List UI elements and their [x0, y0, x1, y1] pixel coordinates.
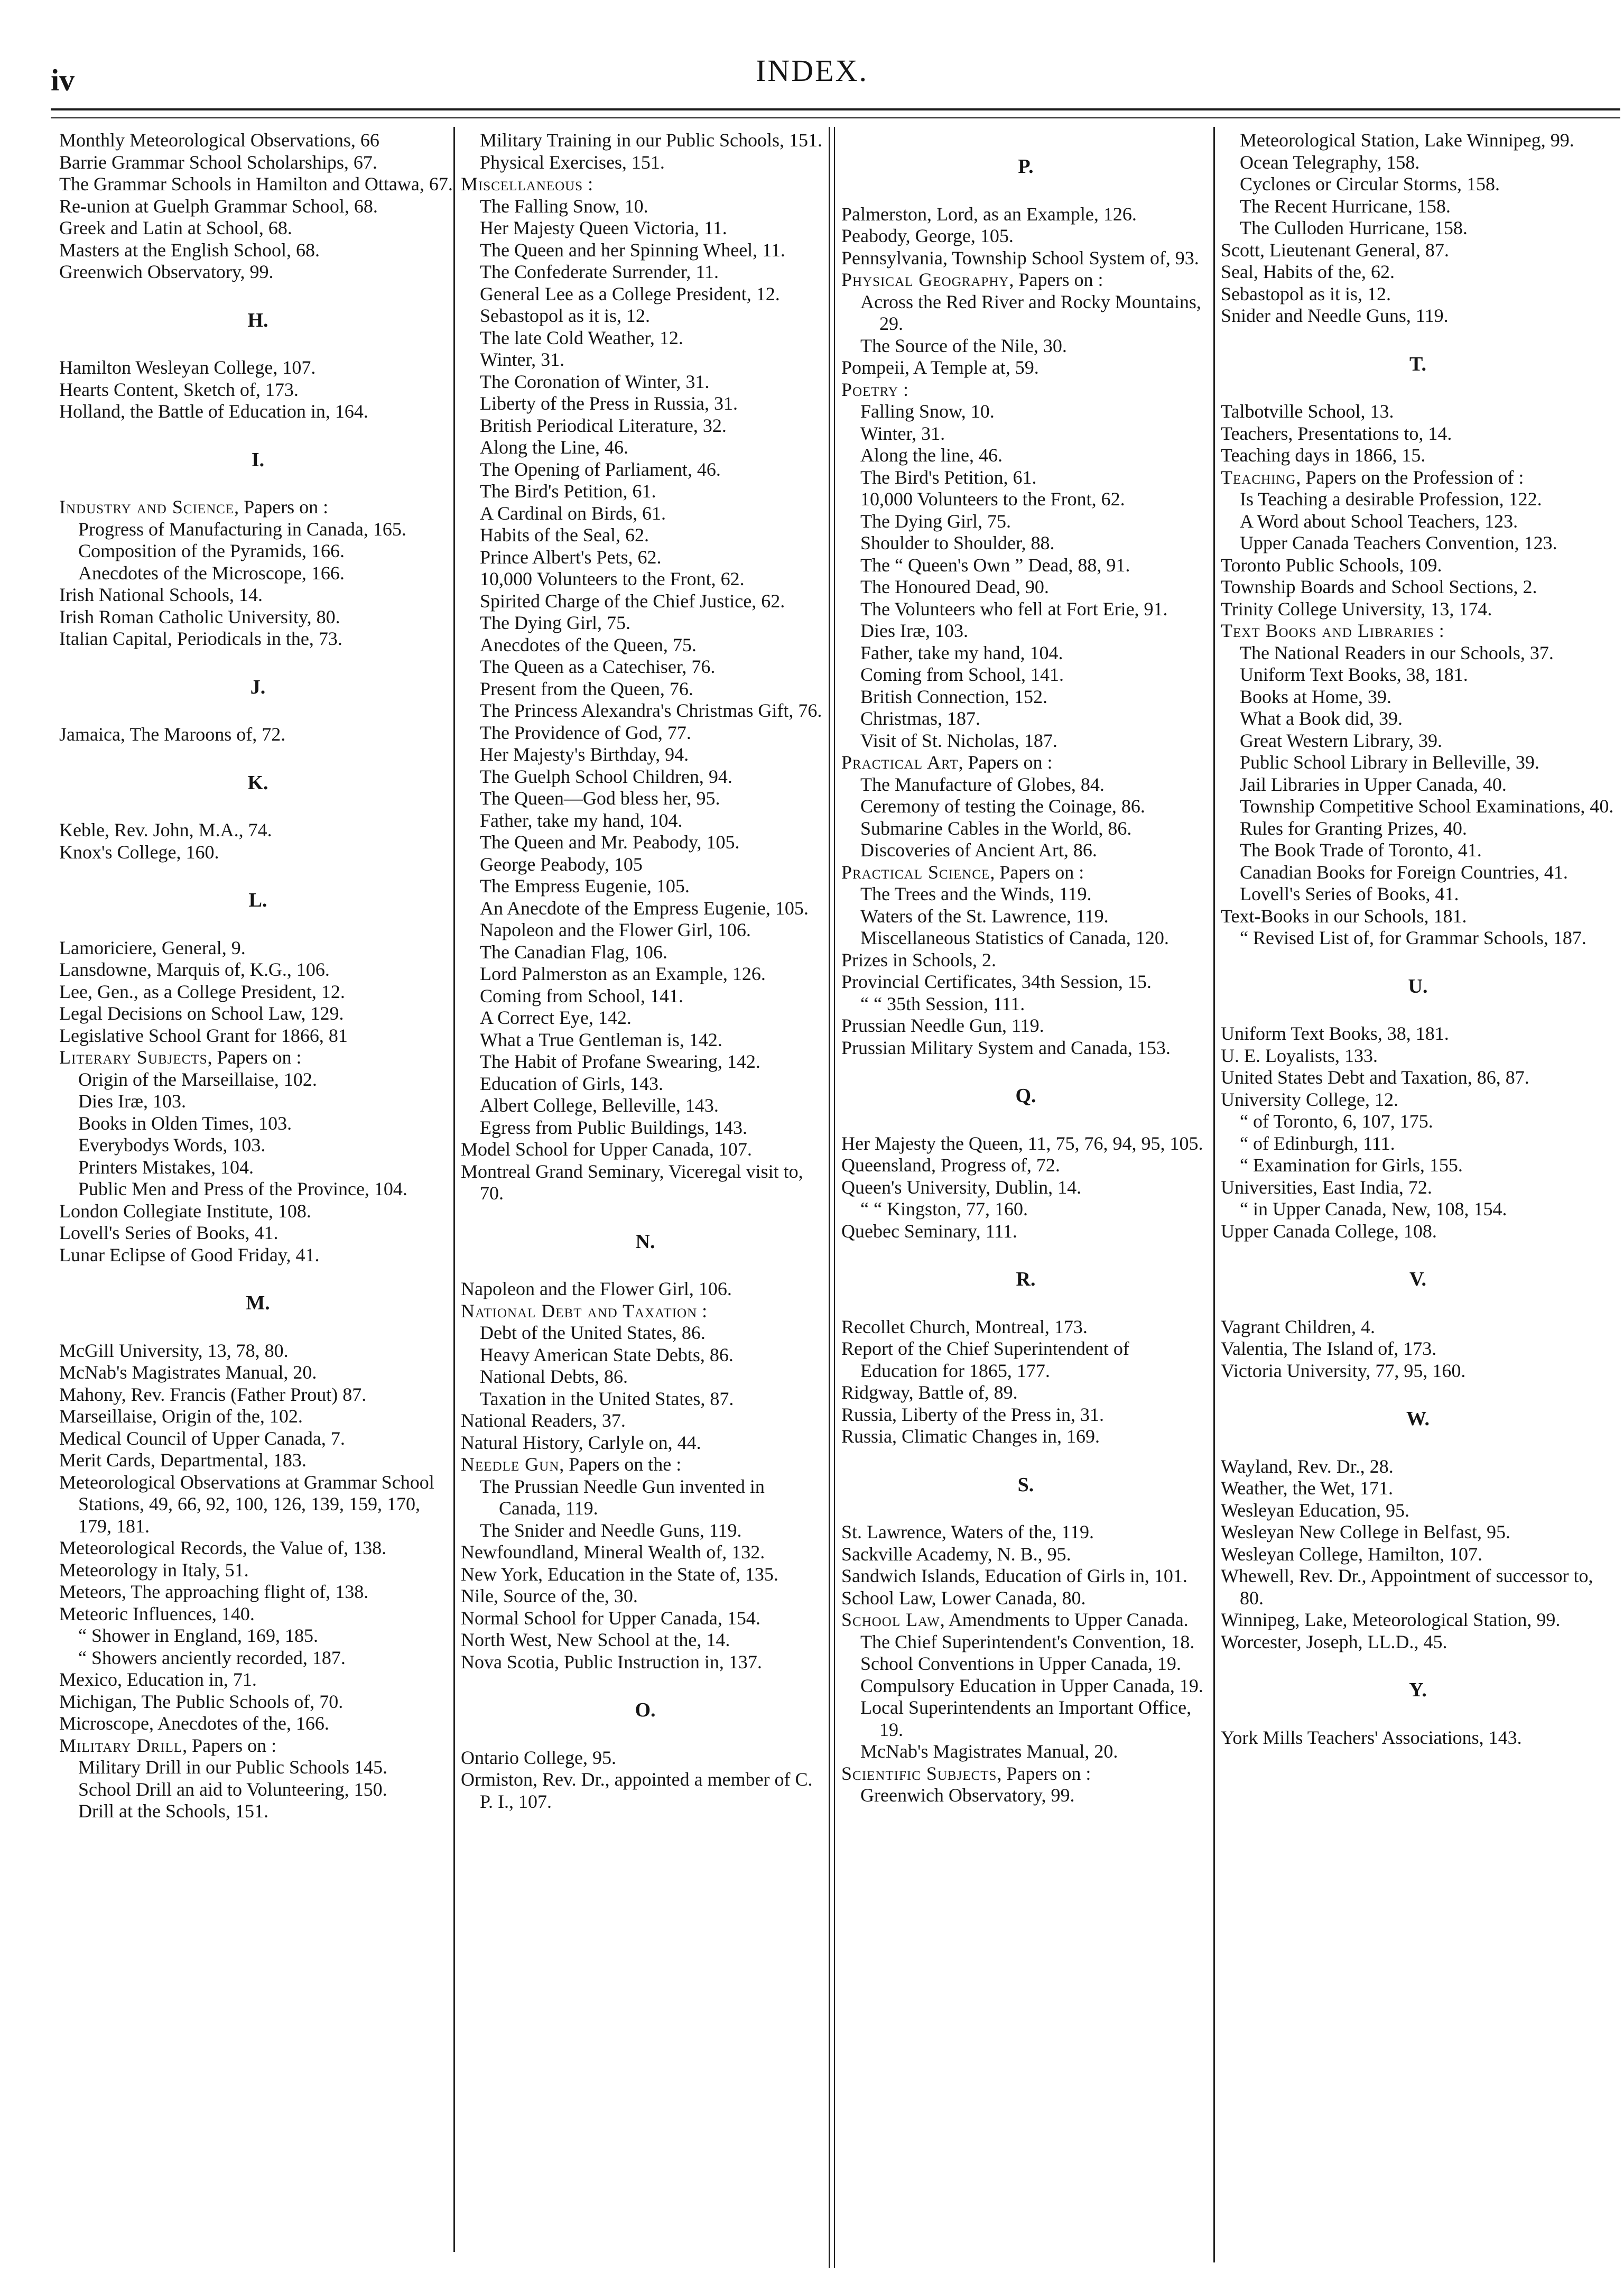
index-entry: Ceremony of testing the Coinage, 86. — [860, 796, 1145, 817]
index-entry: Local Superintendents an Important Office, 19. — [860, 1697, 1192, 1740]
index-entry: The Chief Superintendent's Convention, 18. — [860, 1631, 1195, 1652]
index-entry: Hamilton Wesleyan College, 107. — [59, 357, 316, 378]
index-entry: Township Boards and School Sections, 2. — [1221, 576, 1537, 597]
index-entry: Toronto Public Schools, 109. — [1221, 554, 1442, 576]
index-entry: Taxation in the United States, 87. — [480, 1388, 734, 1409]
index-column-3 — [841, 130, 1210, 2276]
index-entry: Shoulder to Shoulder, 88. — [860, 532, 1055, 553]
index-entry: Wesleyan New College in Belfast, 95. — [1221, 1521, 1510, 1542]
index-heading-rest: , Papers on : — [997, 1762, 1091, 1784]
index-entry: Sebastopol as it is, 12. — [1221, 283, 1391, 304]
index-entry: U. E. Loyalists, 133. — [1221, 1045, 1378, 1066]
index-entry: Everybodys Words, 103. — [78, 1134, 266, 1156]
index-heading-caps: Industry and Science — [59, 496, 235, 518]
index-heading-rest: , Papers on : — [234, 496, 329, 518]
index-entry: “ Shower in England, 169, 185. — [78, 1625, 318, 1646]
index-entry: The Providence of God, 77. — [480, 722, 691, 743]
index-entry: Model School for Upper Canada, 107. — [461, 1139, 752, 1160]
index-entry: The Queen—God bless her, 95. — [480, 788, 720, 809]
section-letter: N. — [635, 1230, 655, 1253]
index-entry: The Bird's Petition, 61. — [480, 481, 656, 502]
index-heading-caps: Practical Art — [841, 752, 959, 773]
index-heading-caps: Text Books and Libraries — [1221, 620, 1434, 641]
index-entry: Lamoriciere, General, 9. — [59, 937, 246, 958]
index-entry: Public Men and Press of the Province, 104. — [78, 1178, 407, 1199]
index-entry: “ Revised List of, for Grammar Schools, 187. — [1240, 927, 1586, 948]
index-entry: The Dying Girl, 75. — [480, 612, 630, 633]
index-heading — [841, 1763, 1210, 1785]
index-entry: A Cardinal on Birds, 61. — [480, 502, 666, 524]
index-entry: The Bird's Petition, 61. — [860, 466, 1037, 488]
index-entry: Sandwich Islands, Education of Girls in, 101. — [841, 1565, 1187, 1586]
index-entry: The Source of the Nile, 30. — [860, 335, 1067, 356]
index-entry: Nile, Source of the, 30. — [461, 1585, 638, 1606]
index-entry: Visit of St. Nicholas, 187. — [860, 729, 1057, 751]
index-entry: The Queen as a Catechiser, 76. — [480, 656, 716, 677]
index-entry: Palmerston, Lord, as an Example, 126. — [841, 203, 1137, 225]
index-entry: The Snider and Needle Guns, 119. — [480, 1519, 742, 1541]
index-entry: Prussian Military System and Canada, 153. — [841, 1037, 1171, 1058]
index-entry: Present from the Queen, 76. — [480, 678, 693, 699]
index-entry: The Queen and her Spinning Wheel, 11. — [480, 239, 785, 261]
index-entry: Prizes in Schools, 2. — [841, 949, 996, 971]
index-entry: Dies Iræ, 103. — [860, 620, 968, 641]
index-entry: Compulsory Education in Upper Canada, 19. — [860, 1675, 1203, 1696]
section-letter: T. — [1409, 353, 1427, 375]
index-entry: Wesleyan Education, 95. — [1221, 1499, 1409, 1521]
index-heading-rest: , Papers on : — [958, 752, 1053, 773]
index-entry: Keble, Rev. John, M.A., 74. — [59, 819, 272, 840]
column-divider-double-right — [834, 127, 835, 2268]
index-entry: Uniform Text Books, 38, 181. — [1240, 664, 1468, 685]
section-letter: L. — [248, 889, 267, 911]
index-entry: 10,000 Volunteers to the Front, 62. — [480, 568, 745, 589]
index-entry: Montreal Grand Seminary, Viceregal visit to, 70. — [461, 1160, 803, 1204]
index-heading-caps: School Law — [841, 1609, 940, 1630]
index-entry: Printers Mistakes, 104. — [78, 1156, 254, 1178]
index-entry: The Canadian Flag, 106. — [480, 941, 667, 963]
index-entry: Napoleon and the Flower Girl, 106. — [480, 919, 751, 940]
index-entry: Lord Palmerston as an Example, 126. — [480, 963, 766, 984]
index-entry: Masters at the English School, 68. — [59, 239, 320, 261]
index-entry: Winnipeg, Lake, Meteorological Station, 99. — [1221, 1609, 1561, 1630]
index-entry: Mexico, Education in, 71. — [59, 1669, 257, 1690]
index-entry: “ of Toronto, 6, 107, 175. — [1240, 1111, 1433, 1132]
index-entry: Drill at the Schools, 151. — [78, 1800, 268, 1822]
index-entry: Meteorological Station, Lake Winnipeg, 99. — [1240, 130, 1574, 151]
index-entry: 10,000 Volunteers to the Front, 62. — [860, 488, 1125, 510]
index-entry: Teachers, Presentations to, 14. — [1221, 422, 1452, 444]
index-entry: Sackville Academy, N. B., 95. — [841, 1543, 1071, 1565]
index-entry: Trinity College University, 13, 174. — [1221, 598, 1492, 620]
index-heading-caps: Poetry — [841, 378, 898, 400]
index-entry: Progress of Manufacturing in Canada, 165. — [78, 518, 406, 540]
header-rule-thin — [51, 117, 1620, 118]
index-entry: North West, New School at the, 14. — [461, 1629, 730, 1650]
index-entry: Valentia, The Island of, 173. — [1221, 1338, 1437, 1359]
index-entry: Father, take my hand, 104. — [480, 809, 683, 831]
section-letter: W. — [1406, 1408, 1430, 1430]
index-entry: Public School Library in Belleville, 39. — [1240, 752, 1539, 773]
index-entry: Greek and Latin at School, 68. — [59, 217, 292, 238]
section-letter: H. — [247, 309, 268, 331]
index-entry: “ Showers anciently recorded, 187. — [78, 1647, 346, 1668]
index-entry: Education of Girls, 143. — [480, 1073, 663, 1094]
index-entry: What a Book did, 39. — [1240, 708, 1403, 729]
index-entry: Russia, Climatic Changes in, 169. — [841, 1426, 1100, 1447]
index-entry: Military Drill in our Public Schools 145. — [78, 1757, 387, 1778]
index-entry: Ontario College, 95. — [461, 1747, 616, 1768]
index-entry: Great Western Library, 39. — [1240, 729, 1442, 751]
index-entry: Ormiston, Rev. Dr., appointed a member of C. P. I., 107. — [461, 1769, 813, 1812]
index-entry: Cyclones or Circular Storms, 158. — [1240, 173, 1500, 195]
index-entry: Physical Exercises, 151. — [480, 151, 665, 173]
index-entry: The Recent Hurricane, 158. — [1240, 195, 1451, 217]
index-heading-caps: Literary Subjects — [59, 1047, 208, 1068]
index-entry: Seal, Habits of the, 62. — [1221, 261, 1395, 282]
index-entry: British Periodical Literature, 32. — [480, 414, 727, 436]
index-entry: Holland, the Battle of Education in, 164. — [59, 401, 368, 422]
index-entry: University College, 12. — [1221, 1088, 1398, 1110]
index-entry: Albert College, Belleville, 143. — [480, 1095, 719, 1116]
index-entry: The Coronation of Winter, 31. — [480, 371, 710, 392]
section-letter: V. — [1409, 1268, 1427, 1290]
index-entry: Township Competitive School Examinations, 40. — [1240, 796, 1614, 817]
index-entry: New York, Education in the State of, 135. — [461, 1563, 778, 1585]
index-entry: Waters of the St. Lawrence, 119. — [860, 905, 1109, 927]
index-entry: Lansdowne, Marquis of, K.G., 106. — [59, 959, 330, 980]
index-entry: United States Debt and Taxation, 86, 87. — [1221, 1067, 1529, 1088]
index-entry: Nova Scotia, Public Instruction in, 137. — [461, 1651, 762, 1673]
index-entry: Medical Council of Upper Canada, 7. — [59, 1427, 345, 1449]
index-entry: Scott, Lieutenant General, 87. — [1221, 239, 1449, 261]
page-title: INDEX. — [756, 53, 868, 88]
index-entry: Anecdotes of the Queen, 75. — [480, 634, 697, 655]
index-entry: Dies Iræ, 103. — [78, 1091, 186, 1112]
index-entry: Universities, East India, 72. — [1221, 1176, 1432, 1198]
index-entry: The Volunteers who fell at Fort Erie, 91. — [860, 598, 1168, 620]
section-letter: P. — [1018, 155, 1034, 178]
index-column-4 — [1221, 130, 1615, 2276]
index-entry: The Prussian Needle Gun invented in Canada, 119. — [480, 1475, 765, 1519]
index-entry: School Drill an aid to Volunteering, 150. — [78, 1778, 387, 1800]
index-entry: Natural History, Carlyle on, 44. — [461, 1431, 701, 1453]
index-heading — [841, 269, 1210, 291]
index-heading-caps: National Debt and Taxation — [461, 1300, 698, 1322]
index-entry: Coming from School, 141. — [480, 985, 683, 1006]
index-entry: London Collegiate Institute, 108. — [59, 1200, 311, 1222]
index-entry: Text-Books in our Schools, 181. — [1221, 905, 1467, 927]
index-entry: Liberty of the Press in Russia, 31. — [480, 393, 738, 414]
index-heading — [1221, 620, 1615, 642]
index-entry: Queensland, Progress of, 72. — [841, 1154, 1060, 1176]
index-entry: The Habit of Profane Swearing, 142. — [480, 1051, 760, 1072]
index-heading — [841, 752, 1210, 774]
index-heading — [461, 1300, 830, 1323]
index-entry: Books in Olden Times, 103. — [78, 1112, 292, 1134]
page-number: iv — [51, 63, 75, 97]
section-letter: Q. — [1015, 1085, 1036, 1107]
index-entry: Hearts Content, Sketch of, 173. — [59, 378, 299, 400]
index-entry: McNab's Magistrates Manual, 20. — [860, 1741, 1118, 1762]
index-entry: General Lee as a College President, 12. — [480, 283, 780, 304]
index-entry: Mahony, Rev. Francis (Father Prout) 87. — [59, 1383, 367, 1405]
section-letter: M. — [246, 1292, 270, 1314]
index-entry: School Conventions in Upper Canada, 19. — [860, 1653, 1181, 1674]
index-entry: National Debts, 86. — [480, 1366, 628, 1387]
index-entry: Michigan, The Public Schools of, 70. — [59, 1690, 344, 1712]
index-entry: Spirited Charge of the Chief Justice, 62. — [480, 590, 785, 612]
index-entry: The Grammar Schools in Hamilton and Ottawa, 67. — [59, 173, 453, 195]
index-heading-rest: , Papers on the Profession of : — [1296, 466, 1524, 488]
index-entry: Coming from School, 141. — [860, 664, 1064, 685]
index-entry: The Guelph School Children, 94. — [480, 765, 732, 787]
index-entry: Across the Red River and Rocky Mountains, 29. — [860, 291, 1201, 334]
index-entry: George Peabody, 105 — [480, 853, 643, 875]
index-entry: Winter, 31. — [480, 349, 565, 370]
index-heading-caps: Miscellaneous — [461, 173, 583, 195]
index-entry: A Correct Eye, 142. — [480, 1007, 632, 1028]
index-heading — [59, 1735, 457, 1757]
index-heading-rest: , Papers on : — [990, 861, 1084, 883]
index-entry: Sebastopol as it is, 12. — [480, 305, 650, 326]
section-letter: U. — [1408, 975, 1428, 997]
index-entry: The late Cold Weather, 12. — [480, 327, 683, 348]
index-entry: Italian Capital, Periodicals in the, 73. — [59, 628, 342, 649]
index-entry: Lovell's Series of Books, 41. — [59, 1222, 279, 1243]
index-entry: The National Readers in our Schools, 37. — [1240, 642, 1554, 663]
index-heading-caps: Military Drill — [59, 1734, 183, 1756]
index-entry: “ in Upper Canada, New, 108, 154. — [1240, 1198, 1507, 1220]
section-letter: I. — [251, 448, 265, 471]
index-heading-caps: Practical Science — [841, 861, 990, 883]
index-entry: McNab's Magistrates Manual, 20. — [59, 1362, 317, 1383]
index-entry: Monthly Meteorological Observations, 66 — [59, 130, 379, 151]
index-entry: The Manufacture of Globes, 84. — [860, 773, 1105, 795]
index-entry: Napoleon and the Flower Girl, 106. — [461, 1278, 732, 1299]
index-entry: Microscope, Anecdotes of the, 166. — [59, 1713, 329, 1734]
index-heading — [841, 1609, 1210, 1631]
index-heading-rest: : — [1434, 620, 1444, 641]
index-entry: Irish Roman Catholic University, 80. — [59, 606, 340, 627]
index-entry: Legal Decisions on School Law, 129. — [59, 1003, 344, 1024]
index-entry: Recollet Church, Montreal, 173. — [841, 1316, 1088, 1337]
index-entry: Victoria University, 77, 95, 160. — [1221, 1360, 1466, 1381]
index-entry: The Dying Girl, 75. — [860, 510, 1011, 532]
index-entry: Teaching days in 1866, 15. — [1221, 445, 1426, 466]
index-entry: Debt of the United States, 86. — [480, 1322, 706, 1343]
index-column-1 — [59, 130, 457, 2276]
index-entry: A Word about School Teachers, 123. — [1240, 510, 1518, 532]
section-letter: O. — [635, 1699, 656, 1721]
index-entry: York Mills Teachers' Associations, 143. — [1221, 1726, 1522, 1748]
index-entry: Barrie Grammar School Scholarships, 67. — [59, 151, 377, 173]
index-entry: Lunar Eclipse of Good Friday, 41. — [59, 1244, 320, 1265]
section-letter: K. — [247, 771, 268, 794]
index-entry: Newfoundland, Mineral Wealth of, 132. — [461, 1541, 765, 1563]
index-entry: Whewell, Rev. Dr., Appointment of successor to, 80. — [1221, 1565, 1593, 1609]
index-entry: The Opening of Parliament, 46. — [480, 458, 721, 480]
index-heading-rest: : — [898, 378, 908, 400]
index-entry: Pennsylvania, Township School System of, 93. — [841, 247, 1199, 269]
section-letter: S. — [1017, 1473, 1034, 1496]
index-entry: Prussian Needle Gun, 119. — [841, 1015, 1044, 1036]
index-entry: Marseillaise, Origin of the, 102. — [59, 1406, 303, 1427]
index-entry: Legislative School Grant for 1866, 81 — [59, 1024, 348, 1046]
index-heading-caps: Teaching — [1221, 466, 1296, 488]
index-entry: Worcester, Joseph, LL.D., 45. — [1221, 1631, 1447, 1652]
index-entry: Prince Albert's Pets, 62. — [480, 546, 662, 568]
index-entry: McGill University, 13, 78, 80. — [59, 1340, 289, 1361]
index-entry: Greenwich Observatory, 99. — [59, 261, 274, 282]
index-entry: Miscellaneous Statistics of Canada, 120. — [860, 927, 1169, 948]
index-entry: Normal School for Upper Canada, 154. — [461, 1607, 760, 1629]
index-entry: Anecdotes of the Microscope, 166. — [78, 562, 345, 584]
index-entry: Father, take my hand, 104. — [860, 642, 1063, 663]
index-entry: What a True Gentleman is, 142. — [480, 1029, 722, 1050]
index-entry: Meteoric Influences, 140. — [59, 1603, 255, 1624]
index-entry: Heavy American State Debts, 86. — [480, 1344, 734, 1365]
index-entry: The Empress Eugenie, 105. — [480, 875, 690, 897]
index-entry: Her Majesty the Queen, 11, 75, 76, 94, 95, 105. — [841, 1132, 1203, 1154]
index-entry: The Book Trade of Toronto, 41. — [1240, 839, 1482, 861]
index-entry: British Connection, 152. — [860, 686, 1047, 707]
index-entry: Upper Canada College, 108. — [1221, 1220, 1437, 1242]
index-entry: Pompeii, A Temple at, 59. — [841, 357, 1039, 378]
index-heading — [841, 862, 1210, 884]
index-entry: Military Training in our Public Schools, 151. — [480, 130, 823, 151]
index-entry: “ “ 35th Session, 111. — [860, 993, 1025, 1014]
section-letter: J. — [250, 676, 266, 698]
index-entry: Meteorology in Italy, 51. — [59, 1559, 249, 1581]
index-entry: Origin of the Marseillaise, 102. — [78, 1068, 317, 1090]
index-entry: Books at Home, 39. — [1240, 686, 1391, 707]
header-rule-thick — [51, 108, 1620, 110]
index-entry: Quebec Seminary, 111. — [841, 1220, 1017, 1242]
index-entry: Egress from Public Buildings, 143. — [480, 1116, 747, 1138]
index-heading-rest: , Papers on : — [182, 1734, 277, 1756]
index-entry: Peabody, George, 105. — [841, 225, 1014, 246]
index-entry: Along the line, 46. — [860, 445, 1003, 466]
index-heading — [1221, 467, 1615, 489]
index-heading-caps: Needle Gun — [461, 1454, 560, 1475]
index-entry: Jail Libraries in Upper Canada, 40. — [1240, 773, 1507, 795]
index-heading — [461, 173, 830, 196]
index-entry: Ocean Telegraphy, 158. — [1240, 151, 1420, 173]
index-heading — [841, 379, 1210, 401]
index-entry: Queen's University, Dublin, 14. — [841, 1176, 1082, 1198]
index-entry: Jamaica, The Maroons of, 72. — [59, 724, 286, 745]
index-heading-rest: , Papers on the : — [559, 1454, 682, 1475]
index-entry: The Confederate Surrender, 11. — [480, 261, 719, 282]
index-heading-rest: , Amendments to Upper Canada. — [940, 1609, 1189, 1630]
index-entry: The Trees and the Winds, 119. — [860, 883, 1092, 904]
index-entry: The Queen and Mr. Peabody, 105. — [480, 832, 740, 853]
index-entry: Canadian Books for Foreign Countries, 41. — [1240, 861, 1568, 883]
index-heading-rest: , Papers on : — [207, 1047, 302, 1068]
index-heading — [461, 1454, 830, 1476]
index-entry: Weather, the Wet, 171. — [1221, 1477, 1393, 1499]
index-entry: The Princess Alexandra's Christmas Gift, 76. — [480, 700, 822, 721]
index-entry: Upper Canada Teachers Convention, 123. — [1240, 532, 1557, 553]
index-heading-rest: : — [697, 1300, 708, 1322]
index-entry: School Law, Lower Canada, 80. — [841, 1587, 1086, 1609]
index-entry: Greenwich Observatory, 99. — [860, 1785, 1075, 1806]
index-entry: Falling Snow, 10. — [860, 401, 995, 422]
index-entry: Report of the Chief Superintendent of Education for 1865, 177. — [841, 1338, 1129, 1381]
index-entry: Submarine Cables in the World, 86. — [860, 817, 1132, 839]
index-entry: “ “ Kingston, 77, 160. — [860, 1198, 1028, 1220]
index-entry: The “ Queen's Own ” Dead, 88, 91. — [860, 554, 1130, 576]
index-entry: “ of Edinburgh, 111. — [1240, 1132, 1395, 1154]
index-entry: Discoveries of Ancient Art, 86. — [860, 839, 1097, 861]
index-entry: Meteors, The approaching flight of, 138. — [59, 1581, 369, 1602]
index-entry: Ridgway, Battle of, 89. — [841, 1382, 1018, 1403]
section-letter: R. — [1016, 1268, 1036, 1290]
index-entry: Knox's College, 160. — [59, 841, 219, 863]
index-entry: Uniform Text Books, 38, 181. — [1221, 1023, 1449, 1044]
page-header — [0, 0, 1624, 127]
index-entry: Provincial Certificates, 34th Session, 15. — [841, 971, 1152, 992]
index-heading-caps: Physical Geography — [841, 269, 1009, 290]
index-column-2 — [461, 130, 830, 2276]
index-entry: Wesleyan College, Hamilton, 107. — [1221, 1543, 1482, 1565]
index-heading — [59, 496, 457, 519]
section-letter: Y. — [1409, 1679, 1427, 1701]
index-entry: Talbotville School, 13. — [1221, 401, 1394, 422]
index-entry: Along the Line, 46. — [480, 437, 628, 458]
index-heading-caps: Scientific Subjects — [841, 1762, 997, 1784]
index-entry: Rules for Granting Prizes, 40. — [1240, 817, 1467, 839]
index-entry: St. Lawrence, Waters of the, 119. — [841, 1521, 1094, 1542]
index-entry: Russia, Liberty of the Press in, 31. — [841, 1403, 1104, 1425]
index-entry: Re-union at Guelph Grammar School, 68. — [59, 195, 378, 217]
index-entry: The Honoured Dead, 90. — [860, 576, 1049, 597]
index-entry: Is Teaching a desirable Profession, 122. — [1240, 488, 1542, 510]
index-entry: Her Majesty Queen Victoria, 11. — [480, 217, 727, 238]
index-entry: Habits of the Seal, 62. — [480, 524, 649, 546]
index-entry: An Anecdote of the Empress Eugenie, 105. — [480, 897, 809, 919]
column-divider — [1213, 127, 1215, 2262]
index-entry: The Falling Snow, 10. — [480, 195, 648, 217]
index-entry: Snider and Needle Guns, 119. — [1221, 305, 1449, 326]
index-entry: Composition of the Pyramids, 166. — [78, 540, 345, 561]
index-entry: Merit Cards, Departmental, 183. — [59, 1449, 307, 1471]
index-entry: Lovell's Series of Books, 41. — [1240, 883, 1459, 904]
index-heading — [59, 1047, 457, 1069]
index-entry: Lee, Gen., as a College President, 12. — [59, 981, 345, 1002]
index-entry: National Readers, 37. — [461, 1410, 626, 1431]
index-heading-rest: , Papers on : — [1009, 269, 1103, 290]
index-entry: Irish National Schools, 14. — [59, 584, 263, 605]
index-entry: “ Examination for Girls, 155. — [1240, 1154, 1463, 1176]
index-entry: Meteorological Observations at Grammar School Stations, 49, 66, 92, 100, 126, 139, 159, 170, 179, 181. — [59, 1471, 434, 1537]
index-entry: Christmas, 187. — [860, 708, 981, 729]
index-heading-rest: : — [583, 173, 593, 195]
index-entry: Winter, 31. — [860, 422, 945, 444]
index-entry: Wayland, Rev. Dr., 28. — [1221, 1455, 1394, 1477]
index-entry: Meteorological Records, the Value of, 138. — [59, 1537, 387, 1558]
index-entry: The Culloden Hurricane, 158. — [1240, 217, 1468, 238]
index-entry: Her Majesty's Birthday, 94. — [480, 744, 689, 765]
index-entry: Vagrant Children, 4. — [1221, 1316, 1375, 1337]
